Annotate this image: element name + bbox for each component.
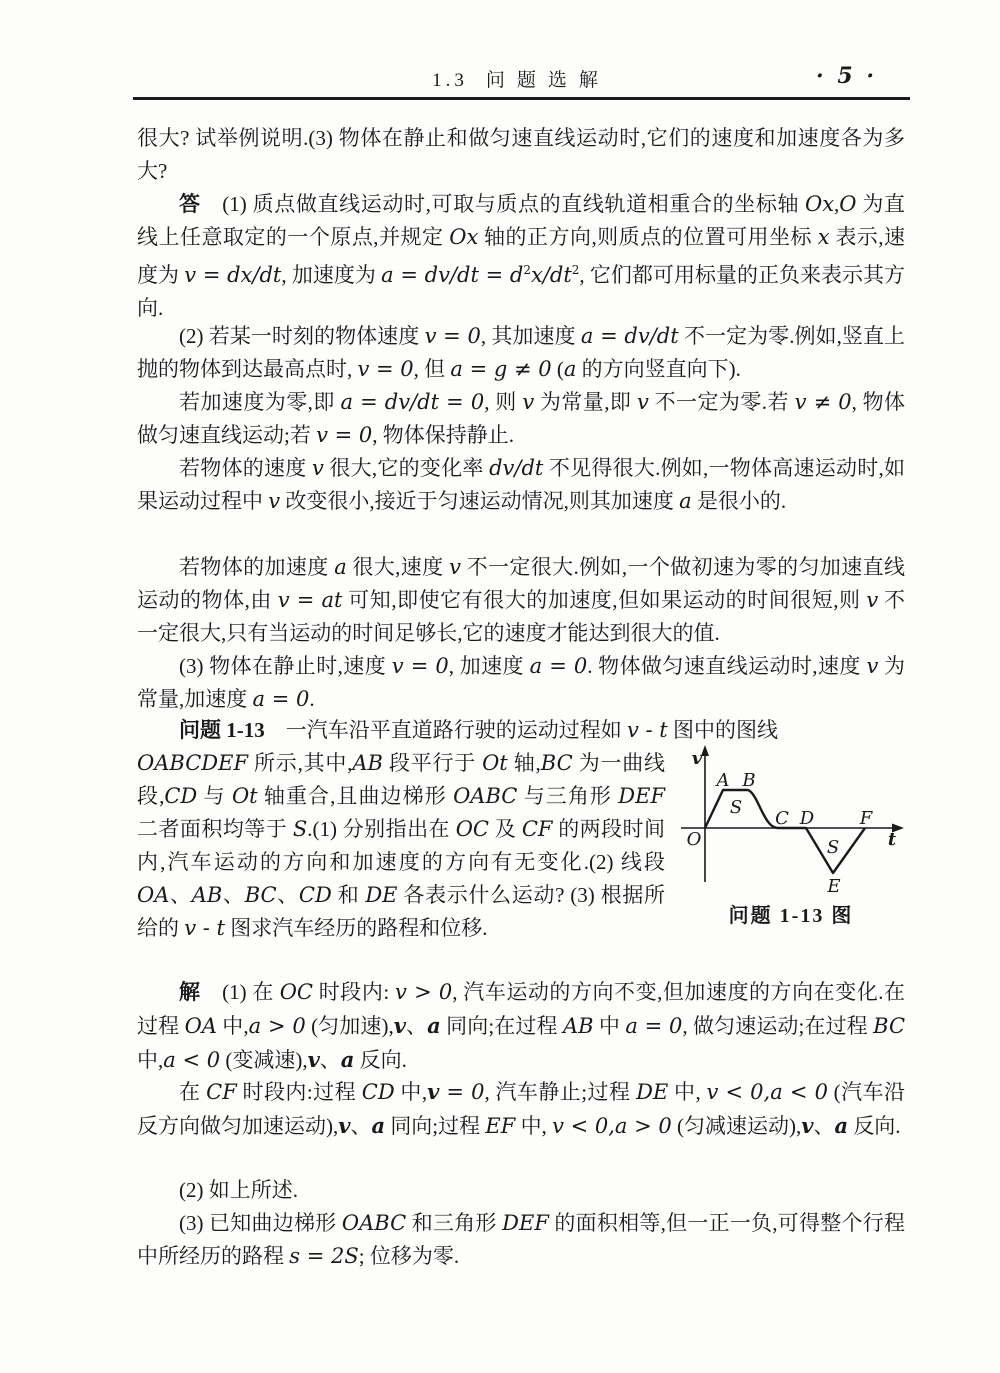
point-c-label: C	[775, 808, 789, 829]
paragraph-answer-2d: 若物体的加速度 a 很大,速度 v 不一定很大.例如,一个做初速为零的匀加速直线运动的物体,由 v = at 可知,即使它有很大的加速度,但如果运动的时间很短,则 v 不一定很大,只有当运动的时间足够长,它的速度才能达到很大的值.	[137, 555, 906, 645]
v-axis-label: v	[691, 748, 703, 769]
area-s2-label: S	[826, 837, 840, 858]
section-number: 1.3	[432, 70, 468, 91]
paragraph-solution-1: 解 (1) 在 OC 时段内: v > 0, 汽车运动的方向不变,但加速度的方向在变化.在过程 OA 中,a > 0 (匀加速),v、a 同向;在过程 AB 中 a = 0, 做匀速运动;在过程 BC 中,a < 0 (变减速),v、a 反向.	[137, 980, 906, 1072]
paragraph-answer-1: 答 (1) 质点做直线运动时,可取与质点的直线轨道相重合的坐标轴 Ox,O 为直线上任意取定的一个原点,并规定 Ox 轴的正方向,则质点的位置可用坐标 x 表示,速度为 v = dx/dt, 加速度为 $a = dv/dt = d^2x/dt^2$, 它们都可用标量的正负来表示其方向.	[137, 192, 906, 320]
paragraph-problem-1-13-lead: 问题 1-13 一汽车沿平直道路行驶的运动过程如 v - t 图中的图线	[179, 718, 778, 742]
paragraph-question-continuation: 很大? 试举例说明.(3) 物体在静止和做匀速直线运动时,它们的速度和加速度各为多大?	[137, 126, 905, 183]
figure-caption: 问题 1-13 图	[728, 905, 854, 927]
paragraph-solution-2: (2) 如上所述.	[179, 1178, 298, 1202]
section-title: 问题选解	[485, 70, 610, 91]
page-number: · 5 ·	[816, 63, 877, 89]
paragraph-solution-1b: 在 CF 时段内:过程 CD 中,v = 0, 汽车静止;过程 DE 中, v < 0,a < 0 (汽车沿反方向做匀加速运动),v、a 同向;过程 EF 中, v < 0,a > 0 (匀减速运动),v、a 反向.	[137, 1079, 905, 1138]
point-e-label: E	[827, 876, 841, 897]
paragraph-answer-2b: 若加速度为零,即 a = dv/dt = 0, 则 v 为常量,即 v 不一定为零.若 v ≠ 0, 物体做匀速直线运动;若 v = 0, 物体保持静止.	[137, 390, 906, 447]
point-f-label: F	[859, 808, 873, 829]
paragraph-answer-2c: 若物体的速度 v 很大,它的变化率 dv/dt 不见得很大.例如,一物体高速运动时,如果运动过程中 v 改变很小,接近于匀速运动情况,则其加速度 a 是很小的.	[137, 456, 906, 513]
t-axis-label: t	[887, 829, 897, 850]
header-rule	[133, 97, 910, 100]
vt-graph-figure	[660, 740, 922, 902]
point-d-label: D	[799, 808, 815, 829]
paragraph-answer-3: (3) 物体在静止时,速度 v = 0, 加速度 a = 0. 物体做匀速直线运动时,速度 v 为常量,加速度 a = 0.	[137, 654, 906, 711]
point-a-label: A	[716, 770, 730, 791]
paragraph-answer-2: (2) 若某一时刻的物体速度 v = 0, 其加速度 a = dv/dt 不一定为零.例如,竖直上抛的物体到达最高点时, v = 0, 但 a = g ≠ 0 (a 的方向竖直向下).	[137, 324, 905, 381]
origin-label: O	[686, 829, 702, 850]
section-heading	[137, 65, 905, 92]
paragraph-problem-1-13-body: OABCDEF 所示,其中,AB 段平行于 Ot 轴,BC 为一曲线段,CD 与 Ot 轴重合,且曲边梯形 OABC 与三角形 DEF 二者面积均等于 S.(1) 分别指出在 OC 及 CF 的两段时间内,汽车运动的方向和加速度的方向有无变化.(2) 线段 OA、AB、BC、CD 和 DE 各表示什么运动? (3) 根据所给的 v - t 图求汽车经历的路程和位移.	[137, 751, 666, 940]
paragraph-solution-3: (3) 已知曲边梯形 OABC 和三角形 DEF 的面积相等,但一正一负,可得整个行程中所经历的路程 s = 2S; 位移为零.	[137, 1211, 905, 1268]
running-head	[137, 63, 905, 97]
point-b-label: B	[742, 770, 756, 791]
area-s1-label: S	[729, 797, 743, 818]
